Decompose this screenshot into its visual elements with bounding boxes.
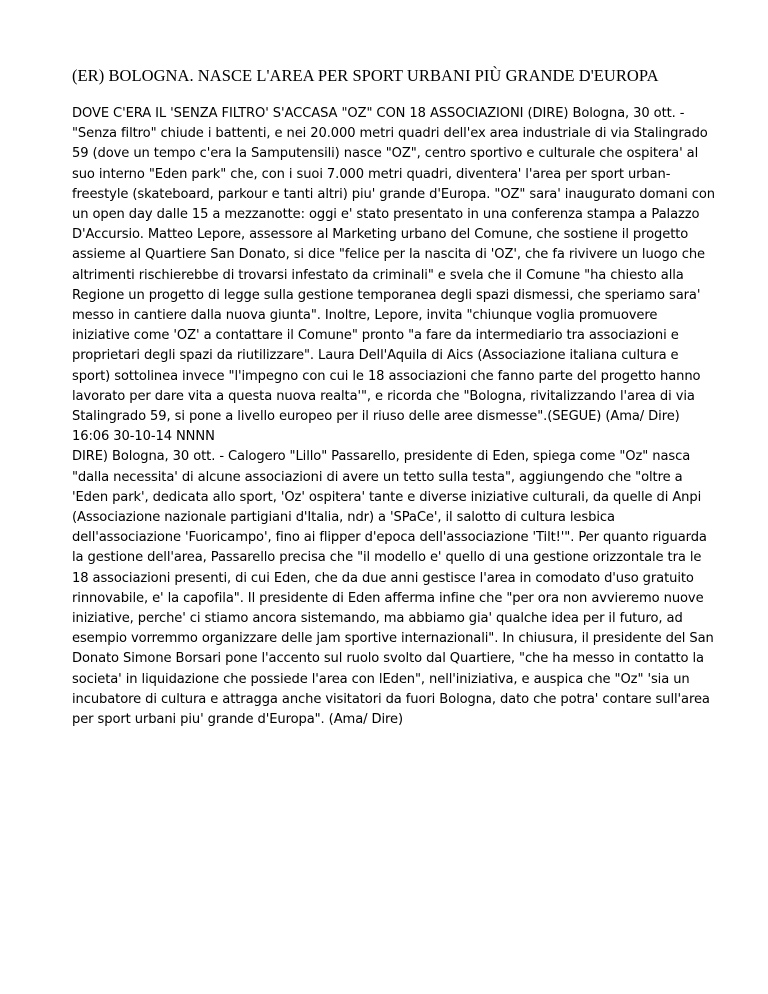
text-line: incubatore di cultura e attragga anche visitatori da fuori Bologna, dato che potra' contare sull'area: [72, 691, 710, 707]
text-line: messo in cantiere dalla nuova giunta". Inoltre, Lepore, invita "chiunque voglia promuovere: [72, 308, 658, 324]
text-line: Regione un progetto di legge sulla gestione temporanea degli spazi dismessi, che speriamo sara': [72, 287, 701, 303]
paragraph-2: [72, 447, 732, 730]
text-line: lavorato per dare vita a questa nuova realta'", e ricorda che "Bologna, rivitalizzando l'area di via: [72, 388, 695, 404]
text-line: freestyle (skateboard, parkour e tanti altri) piu' grande d'Europa. "OZ" sara' inaugurato domani con: [72, 186, 715, 202]
text-line: la gestione dell'area, Passarello precisa che "il modello e' quello di una gestione orizzontale tra le: [72, 550, 702, 566]
text-line: 18 associazioni presenti, di cui Eden, che da due anni gestisce l'area in comodato d'uso gratuito: [72, 570, 694, 586]
text-line: 16:06 30-10-14 NNNN: [72, 429, 215, 445]
text-line: Donato Simone Borsari pone l'accento sul ruolo svolto dal Quartiere, "che ha messo in contatto la: [72, 651, 704, 667]
text-line: 59 (dove un tempo c'era la Samputensili) nasce "OZ", centro sportivo e culturale che ospitera' al: [72, 146, 699, 162]
text-line: "dalla necessita' di alcune associazioni di avere un tetto sulla testa", aggiungendo che "oltre a: [72, 469, 683, 485]
article-title: (ER) BOLOGNA. NASCE L'AREA PER SPORT URBANI PIÙ GRANDE D'EUROPA: [72, 66, 659, 85]
text-line: "Senza filtro" chiude i battenti, e nei 20.000 metri quadri dell'ex area industriale di via Stalingrado: [72, 126, 708, 142]
text-line: altrimenti rischierebbe di trovarsi infestato da criminali" e svela che il Comune "ha chiesto alla: [72, 267, 684, 283]
text-line: 'Eden park', dedicata allo sport, 'Oz' ospitera' tante e diverse iniziative culturali, da quelle di Anpi: [72, 489, 702, 505]
text-line: suo interno "Eden park" che, con i suoi 7.000 metri quadri, diventera' l'area per sport urban-: [72, 166, 671, 182]
text-line: (Associazione nazionale partigiani d'Italia, ndr) a 'SPaCe', il salotto di cultura lesbica: [72, 510, 615, 526]
text-line: dell'associazione 'Fuoricampo', fino ai flipper d'epoca dell'associazione 'Tilt!'". Per quanto riguarda: [72, 530, 707, 546]
text-line: un open day dalle 15 a mezzanotte: oggi e' stato presentato in una conferenza stampa a Palazzo: [72, 207, 700, 223]
text-line: DIRE) Bologna, 30 ott. - Calogero "Lillo" Passarello, presidente di Eden, spiega come "Oz" nasca: [72, 449, 691, 465]
text-line: iniziative, perche' ci stiamo ancora sistemando, ma abbiamo gia' qualche idea per il futuro, ad: [72, 611, 683, 627]
article-body: [72, 104, 732, 730]
text-line: iniziative come 'OZ' a contattare il Comune" pronto "a fare da intermediario tra associazioni e: [72, 328, 679, 344]
text-line: societa' in liquidazione che possiede l'area con lEden", nell'iniziativa, e auspica che "Oz" 'sia un: [72, 671, 690, 687]
text-line: rinnovabile, e' la capofila". Il presidente di Eden afferma infine che "per ora non avvieremo nuove: [72, 590, 704, 606]
text-line: D'Accursio. Matteo Lepore, assessore al Marketing urbano del Comune, che sostiene il progetto: [72, 227, 689, 243]
text-line: DOVE C'ERA IL 'SENZA FILTRO' S'ACCASA "OZ" CON 18 ASSOCIAZIONI (DIRE) Bologna, 30 ott. -: [72, 106, 685, 121]
text-line: sport) sottolinea invece "l'impegno con cui le 18 associazioni che fanno parte del progetto hanno: [72, 368, 701, 384]
text-line: Stalingrado 59, si pone a livello europeo per il riuso delle aree dismesse".(SEGUE) (Ama/ Dire): [72, 409, 680, 425]
paragraph-1: [72, 104, 732, 447]
text-line: esempio vorremmo organizzare delle jam sportive internazionali". In chiusura, il presidente del San: [72, 631, 714, 647]
text-line: assieme al Quartiere San Donato, si dice "felice per la nascita di 'OZ', che fa rivivere un luogo che: [72, 247, 705, 263]
text-line: per sport urbani piu' grande d'Europa". (Ama/ Dire): [72, 712, 403, 728]
text-line: proprietari degli spazi da riutilizzare". Laura Dell'Aquila di Aics (Associazione italiana cultura e: [72, 348, 679, 364]
